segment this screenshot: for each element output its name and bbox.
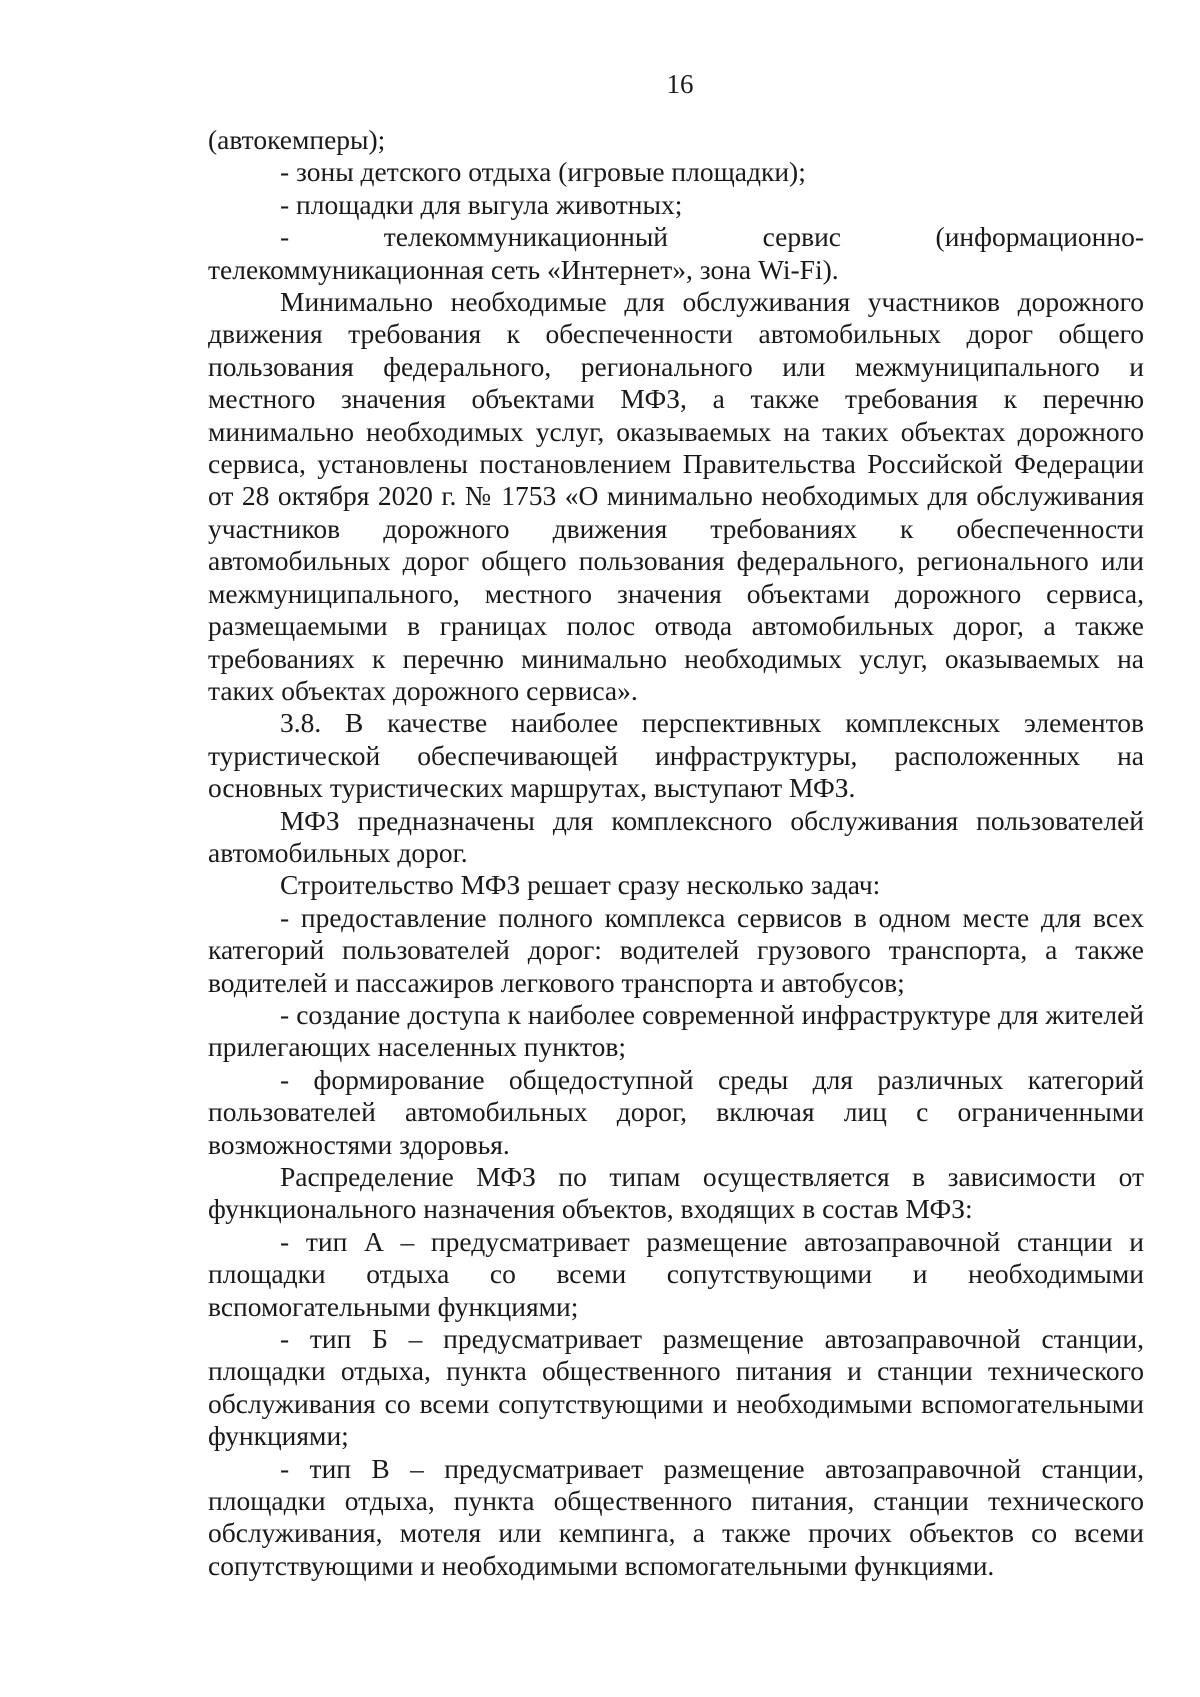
- list-item-type-v: - тип В – предусматривает размещение автозаправочной станции, площадки отдыха, пункта общественного питания, станции технического обслуживания, мотеля или кемпинга, а также прочих объектов со всеми сопутствующими и необходимыми вспомогательными функциями.: [208, 1452, 1144, 1581]
- list-item-pet-areas: - площадки для выгула животных;: [280, 188, 683, 220]
- paragraph-mfz-purpose: МФЗ предназначены для комплексного обслуживания пользователей автомобильных дорог.: [208, 804, 1144, 868]
- paragraph-section-3-8: 3.8. В качестве наиболее перспективных комплексных элементов туристической обеспечивающей инфраструктуры, расположенных на основных туристических маршрутах, выступают МФЗ.: [208, 707, 1144, 804]
- list-item-telecom-service: - телекоммуникационный сервис (информационно-телекоммуникационная сеть «Интернет», зона Wi-Fi).: [208, 221, 1144, 285]
- page-number: 16: [666, 69, 694, 99]
- list-item-type-a: - тип А – предусматривает размещение автозаправочной станции и площадки отдыха со всеми сопутствующими и необходимыми вспомогательными функциями;: [208, 1225, 1144, 1322]
- list-item-type-b: - тип Б – предусматривает размещение автозаправочной станции, площадки отдыха, пункта общественного питания и станции технического обслуживания со всеми сопутствующими и необходимыми вспомогательными функциями;: [208, 1323, 1144, 1452]
- paragraph-continuation: (автокемперы);: [208, 124, 386, 155]
- list-item-full-services: - предоставление полного комплекса сервисов в одном месте для всех категорий пользователей дорог: водителей грузового транспорта, а также водителей и пассажиров легкового транспорта и автобусов;: [208, 901, 1144, 998]
- list-item-accessible-environment: - формирование общедоступной среды для различных категорий пользователей автомобильных дорог, включая лиц с ограниченными возможностями здоровья.: [208, 1063, 1144, 1160]
- paragraph-construction-tasks: Строительство МФЗ решает сразу несколько задач:: [280, 869, 881, 901]
- list-item-children-zones: - зоны детского отдыха (игровые площадки);: [280, 156, 806, 188]
- document-body: [208, 124, 1144, 1582]
- paragraph-minimum-requirements: Минимально необходимые для обслуживания участников дорожного движения требования к обеспеченности автомобильных дорог общего пользования федерального, регионального или межмуниципального и местного значения объектами МФЗ, а также требования к перечню минимально необходимых услуг, оказываемых на таких объектах дорожного сервиса, установлены постановлением Правительства Российской Федерации от 28 октября 2020 г. № 1753 «О минимально необходимых для обслуживания участников дорожного движения требованиях к обеспеченности автомобильных дорог общего пользования федерального, регионального или межмуниципального, местного значения объектами дорожного сервиса, размещаемыми в границах полос отвода автомобильных дорог, а также требованиях к перечню минимально необходимых услуг, оказываемых на таких объектах дорожного сервиса».: [208, 286, 1144, 706]
- list-item-infrastructure-access: - создание доступа к наиболее современной инфраструктуре для жителей прилегающих населенных пунктов;: [208, 998, 1144, 1063]
- paragraph-mfz-distribution: Распределение МФЗ по типам осуществляется в зависимости от функционального назначения объектов, входящих в состав МФЗ:: [208, 1161, 1144, 1225]
